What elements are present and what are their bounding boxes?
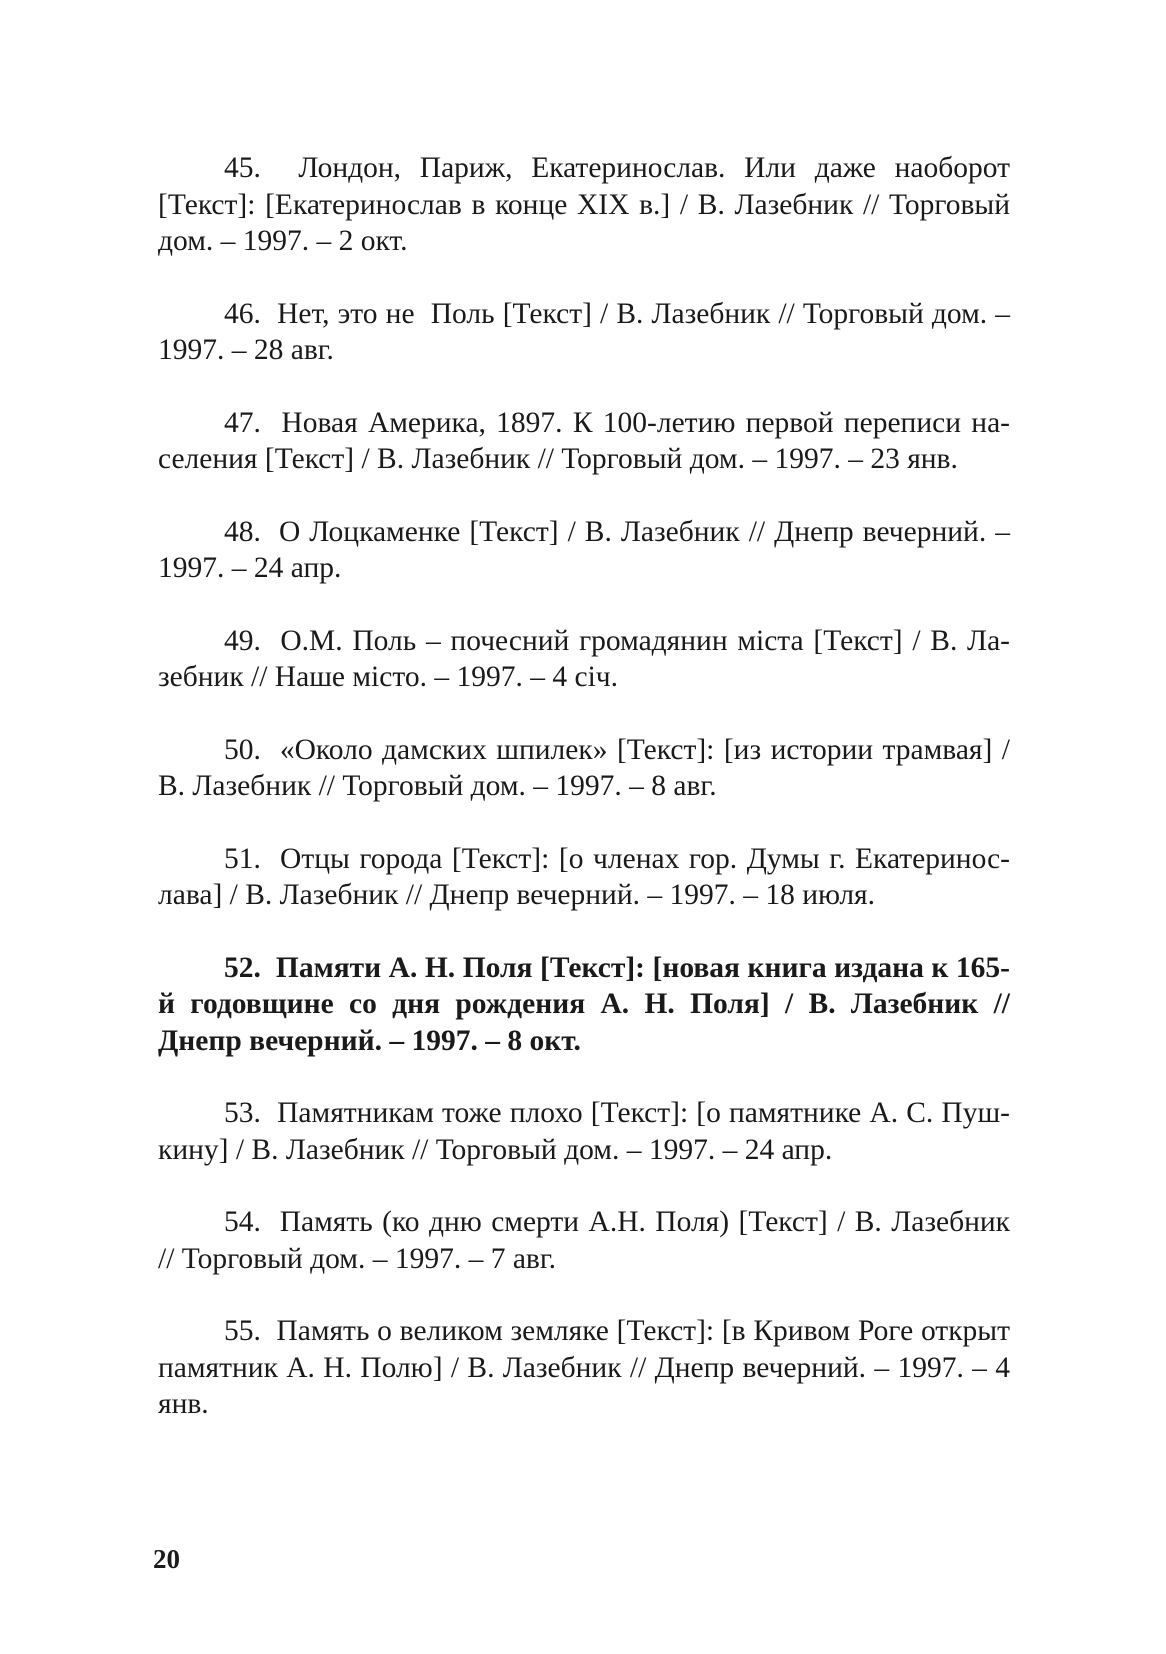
bibliography-entry-51: 51. Отцы города [Текст]: [о членах гор. Думы г. Екатеринослава] / В. Лазебник // Днепр вечерний. – 1997. – 18 июля. (158, 842, 1010, 911)
bibliography-entry-47: 47. Новая Америка, 1897. К 100-летию первой переписи населения [Текст] / В. Лазебник // Торговый дом. – 1997. – 23 янв. (158, 406, 1010, 475)
bibliography-entry-46: 46. Нет, это не Поль [Текст] / В. Лазебник // Торговый дом. – 1997. – 28 авг. (158, 297, 1010, 366)
bibliography-entry-55: 55. Память о великом земляке [Текст]: [в Кривом Роге открыт памятник А. Н. Полю] / В. Лазебник // Днепр вечерний. – 1997. – 4 янв. (158, 1315, 1010, 1420)
bibliography-entry-52: 52. Памяти А. Н. Поля [Текст]: [новая книга издана к 165-й годовщине со дня рождения А. Н. Поля] / В. Лазебник // Днепр вечерний. – 1997. – 8 окт. (158, 951, 1010, 1057)
bibliography-list (158, 150, 1010, 1459)
bibliography-entry-54: 54. Память (ко дню смерти А.Н. Поля) [Текст] / В. Лазебник // Торговый дом. – 1997. – 7 авг. (158, 1206, 1010, 1275)
bibliography-entry-50: 50. «Около дамских шпилек» [Текст]: [из истории трамвая] / В. Лазебник // Торговый дом. – 1997. – 8 авг. (158, 733, 1010, 802)
page-number: 20 (153, 1544, 180, 1574)
bibliography-entry-45: 45. Лондон, Париж, Екатеринослав. Или даже наоборот [Текст]: [Екатеринослав в конце XIX в.] / В. Лазебник // Торговый дом. – 1997. – 2 окт. (158, 152, 1010, 257)
bibliography-entry-48: 48. О Лоцкаменке [Текст] / В. Лазебник // Днепр вечерний. – 1997. – 24 апр. (158, 515, 1010, 584)
bibliography-entry-53: 53. Памятникам тоже плохо [Текст]: [о памятнике А. С. Пушкину] / В. Лазебник // Торговый дом. – 1997. – 24 апр. (158, 1097, 1010, 1166)
bibliography-entry-49: 49. О.М. Поль – почесний громадянин міста [Текст] / В. Лазебник // Наше місто. – 1997. – 4 січ. (158, 624, 1010, 693)
